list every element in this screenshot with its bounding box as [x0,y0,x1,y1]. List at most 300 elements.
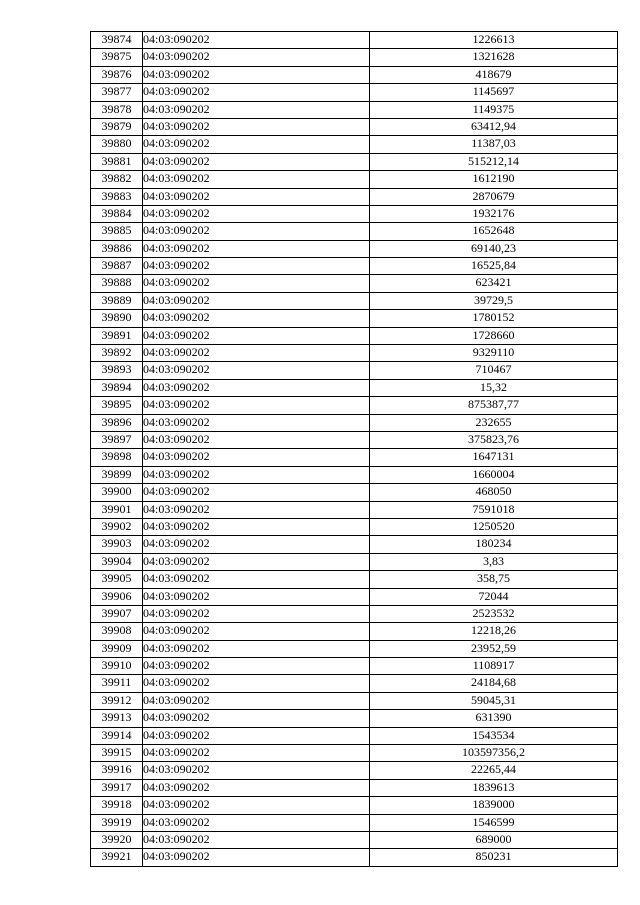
row-value-text: 16525,84 [471,258,516,273]
row-value-cell [370,345,618,362]
row-value-text: 1145697 [472,84,515,99]
table-row [91,32,618,49]
row-value-cell [370,32,618,49]
row-value-text: 1932176 [472,205,515,220]
row-id-cell [91,605,143,622]
row-value-cell [370,258,618,275]
table-row [91,762,618,779]
row-value-cell [370,501,618,518]
row-value-cell [370,710,618,727]
row-id-text: 39880 [101,136,132,151]
row-id-cell [91,153,143,170]
row-code-cell [143,588,370,605]
row-id-cell [91,327,143,344]
row-id-cell [91,536,143,553]
row-value-text: 1108917 [472,658,515,673]
row-value-cell [370,223,618,240]
row-value-cell [370,849,618,866]
row-value-cell [370,675,618,692]
row-id-cell [91,710,143,727]
row-id-cell [91,692,143,709]
row-value-text: 1839000 [472,797,515,812]
table-row [91,292,618,309]
table-row [91,205,618,222]
row-id-cell [91,362,143,379]
row-id-text: 39914 [101,727,132,742]
row-id-cell [91,518,143,535]
row-id-cell [91,188,143,205]
row-id-cell [91,379,143,396]
row-id-text: 39905 [101,571,132,586]
row-value-cell [370,275,618,292]
row-value-text: 7591018 [472,501,515,516]
row-id-text: 39891 [101,327,132,342]
row-id-text: 39899 [101,466,132,481]
row-code-cell [143,397,370,414]
row-value-cell [370,362,618,379]
table-row [91,797,618,814]
row-value-cell [370,449,618,466]
row-id-text: 39894 [101,379,132,394]
table-row [91,501,618,518]
row-value-text: 1660004 [472,466,515,481]
row-value-text: 24184,68 [471,675,516,690]
row-value-cell [370,745,618,762]
row-id-cell [91,397,143,414]
row-id-text: 39893 [101,362,132,377]
table-row [91,397,618,414]
row-value-cell [370,466,618,483]
table-row [91,49,618,66]
row-id-text: 39892 [101,345,132,360]
row-value-cell [370,484,618,501]
row-value-cell [370,66,618,83]
row-id-cell [91,640,143,657]
table-row [91,101,618,118]
table-row [91,518,618,535]
row-value-text: 232655 [475,414,512,429]
row-id-text: 39884 [101,205,132,220]
row-code-cell [143,814,370,831]
row-id-text: 39877 [101,84,132,99]
row-value-cell [370,414,618,431]
row-code-cell [143,692,370,709]
row-value-text: 9329110 [472,345,515,360]
row-value-text: 15,32 [480,379,507,394]
data-table [90,31,618,867]
row-id-cell [91,101,143,118]
row-id-text: 39920 [101,831,132,846]
row-value-text: 103597356,2 [462,745,525,760]
row-value-text: 468050 [475,484,512,499]
row-id-text: 39883 [101,188,132,203]
row-value-cell [370,171,618,188]
row-code-text: 04:03:090202 [143,640,210,655]
table-row [91,588,618,605]
row-code-cell [143,501,370,518]
table-row [91,84,618,101]
row-id-text: 39904 [101,553,132,568]
row-code-cell [143,362,370,379]
row-id-text: 39885 [101,223,132,238]
row-code-cell [143,658,370,675]
row-code-text: 04:03:090202 [143,849,210,864]
row-id-text: 39913 [101,710,132,725]
row-value-text: 358,75 [477,571,510,586]
table-row [91,258,618,275]
row-code-text: 04:03:090202 [143,553,210,568]
row-id-cell [91,779,143,796]
row-value-cell [370,136,618,153]
row-code-cell [143,449,370,466]
row-code-text: 04:03:090202 [143,118,210,133]
row-id-text: 39890 [101,310,132,325]
table-row [91,814,618,831]
row-id-text: 39896 [101,414,132,429]
row-value-text: 631390 [475,710,512,725]
row-value-text: 1250520 [472,518,515,533]
row-code-text: 04:03:090202 [143,536,210,551]
row-code-cell [143,188,370,205]
row-id-cell [91,49,143,66]
row-id-cell [91,223,143,240]
row-code-cell [143,205,370,222]
row-id-cell [91,623,143,640]
row-value-cell [370,431,618,448]
table-row [91,310,618,327]
row-value-text: 1321628 [472,49,515,64]
row-id-text: 39879 [101,118,132,133]
row-code-cell [143,240,370,257]
row-id-cell [91,675,143,692]
row-value-text: 1780152 [472,310,515,325]
row-code-cell [143,101,370,118]
row-code-cell [143,414,370,431]
row-code-text: 04:03:090202 [143,49,210,64]
table-row [91,171,618,188]
row-value-cell [370,518,618,535]
row-code-text: 04:03:090202 [143,84,210,99]
row-code-text: 04:03:090202 [143,623,210,638]
row-id-cell [91,171,143,188]
row-code-text: 04:03:090202 [143,814,210,829]
row-code-text: 04:03:090202 [143,275,210,290]
row-value-cell [370,292,618,309]
row-value-text: 1546599 [472,814,515,829]
row-code-cell [143,710,370,727]
row-value-cell [370,553,618,570]
row-id-cell [91,32,143,49]
row-value-cell [370,327,618,344]
row-code-cell [143,466,370,483]
row-code-text: 04:03:090202 [143,362,210,377]
table-row [91,675,618,692]
table-row [91,779,618,796]
row-code-text: 04:03:090202 [143,101,210,116]
row-id-cell [91,466,143,483]
row-value-cell [370,640,618,657]
table-row [91,240,618,257]
row-code-cell [143,571,370,588]
row-code-cell [143,118,370,135]
table-row [91,153,618,170]
row-id-cell [91,501,143,518]
row-id-cell [91,745,143,762]
table-row [91,553,618,570]
row-code-text: 04:03:090202 [143,66,210,81]
row-code-cell [143,762,370,779]
row-code-text: 04:03:090202 [143,327,210,342]
row-id-cell [91,240,143,257]
row-value-cell [370,571,618,588]
row-code-text: 04:03:090202 [143,258,210,273]
table-row [91,466,618,483]
row-code-text: 04:03:090202 [143,779,210,794]
row-value-cell [370,605,618,622]
table-row [91,275,618,292]
row-id-cell [91,431,143,448]
row-value-text: 418679 [475,66,512,81]
row-id-text: 39921 [101,849,132,864]
row-value-text: 875387,77 [468,397,519,412]
row-value-cell [370,692,618,709]
row-code-cell [143,258,370,275]
row-code-text: 04:03:090202 [143,831,210,846]
row-code-text: 04:03:090202 [143,745,210,760]
row-code-text: 04:03:090202 [143,518,210,533]
table-row [91,449,618,466]
row-code-cell [143,310,370,327]
row-code-text: 04:03:090202 [143,466,210,481]
row-id-text: 39898 [101,449,132,464]
row-id-text: 39919 [101,814,132,829]
row-code-text: 04:03:090202 [143,675,210,690]
row-code-cell [143,153,370,170]
row-value-cell [370,397,618,414]
table-row [91,727,618,744]
row-id-cell [91,849,143,866]
table-row [91,745,618,762]
row-value-text: 2870679 [472,188,515,203]
row-code-cell [143,640,370,657]
row-value-text: 1839613 [472,779,515,794]
row-id-text: 39882 [101,171,132,186]
row-id-cell [91,553,143,570]
row-value-cell [370,762,618,779]
table-row [91,605,618,622]
table-row [91,431,618,448]
row-code-text: 04:03:090202 [143,240,210,255]
row-code-text: 04:03:090202 [143,310,210,325]
row-code-text: 04:03:090202 [143,171,210,186]
row-code-text: 04:03:090202 [143,292,210,307]
table-row [91,536,618,553]
row-value-cell [370,814,618,831]
row-code-cell [143,49,370,66]
row-id-text: 39901 [101,501,132,516]
row-value-text: 710467 [475,362,512,377]
row-id-text: 39918 [101,797,132,812]
row-code-cell [143,84,370,101]
row-code-text: 04:03:090202 [143,692,210,707]
row-value-text: 1149375 [472,101,515,116]
row-code-cell [143,484,370,501]
row-value-text: 3,83 [483,553,504,568]
table-row [91,571,618,588]
row-code-cell [143,292,370,309]
row-code-text: 04:03:090202 [143,153,210,168]
row-id-text: 39912 [101,692,132,707]
row-code-cell [143,275,370,292]
row-id-text: 39874 [101,32,132,46]
row-code-cell [143,345,370,362]
row-code-text: 04:03:090202 [143,414,210,429]
table-row [91,640,618,657]
row-value-text: 180234 [475,536,512,551]
table-row [91,710,618,727]
row-code-text: 04:03:090202 [143,449,210,464]
row-id-text: 39902 [101,518,132,533]
row-id-text: 39876 [101,66,132,81]
row-id-text: 39903 [101,536,132,551]
row-id-text: 39907 [101,605,132,620]
row-code-cell [143,849,370,866]
row-value-cell [370,658,618,675]
row-code-cell [143,171,370,188]
row-id-text: 39910 [101,658,132,673]
row-id-text: 39906 [101,588,132,603]
row-code-text: 04:03:090202 [143,431,210,446]
row-id-cell [91,205,143,222]
table-row [91,484,618,501]
table-row [91,849,618,866]
row-code-text: 04:03:090202 [143,501,210,516]
row-id-text: 39888 [101,275,132,290]
row-id-cell [91,345,143,362]
row-id-text: 39889 [101,292,132,307]
table-row [91,658,618,675]
row-id-cell [91,66,143,83]
row-value-text: 1612190 [472,171,515,186]
row-id-cell [91,258,143,275]
row-value-text: 375823,76 [468,431,519,446]
table-row [91,118,618,135]
row-value-cell [370,379,618,396]
row-id-cell [91,275,143,292]
table-body [91,32,618,867]
table-row [91,379,618,396]
table-row [91,223,618,240]
row-id-text: 39895 [101,397,132,412]
row-id-cell [91,310,143,327]
table-row [91,327,618,344]
row-code-cell [143,379,370,396]
row-value-cell [370,831,618,848]
row-code-text: 04:03:090202 [143,345,210,360]
row-code-cell [143,727,370,744]
row-id-cell [91,831,143,848]
row-value-cell [370,205,618,222]
row-value-text: 1226613 [472,32,515,46]
row-id-text: 39897 [101,431,132,446]
row-value-text: 850231 [475,849,512,864]
table-row [91,623,618,640]
row-code-cell [143,223,370,240]
row-id-text: 39915 [101,745,132,760]
row-id-cell [91,727,143,744]
row-value-text: 72044 [478,588,509,603]
row-value-text: 1647131 [472,449,515,464]
table-row [91,188,618,205]
row-value-text: 11387,03 [471,136,516,151]
row-value-cell [370,623,618,640]
row-value-cell [370,727,618,744]
row-id-text: 39875 [101,49,132,64]
row-value-cell [370,779,618,796]
row-value-cell [370,188,618,205]
row-id-text: 39908 [101,623,132,638]
table-row [91,136,618,153]
row-code-text: 04:03:090202 [143,136,210,151]
row-code-cell [143,518,370,535]
row-code-cell [143,797,370,814]
row-code-text: 04:03:090202 [143,658,210,673]
row-id-text: 39886 [101,240,132,255]
row-code-text: 04:03:090202 [143,605,210,620]
row-value-cell [370,84,618,101]
table-row [91,414,618,431]
row-value-text: 69140,23 [471,240,516,255]
row-code-text: 04:03:090202 [143,571,210,586]
row-value-text: 689000 [475,831,512,846]
row-code-text: 04:03:090202 [143,379,210,394]
row-code-cell [143,831,370,848]
row-value-text: 623421 [475,275,512,290]
row-id-cell [91,292,143,309]
row-id-cell [91,814,143,831]
row-code-cell [143,553,370,570]
row-id-text: 39878 [101,101,132,116]
row-value-text: 23952,59 [471,640,516,655]
row-code-text: 04:03:090202 [143,484,210,499]
row-code-cell [143,605,370,622]
row-id-text: 39887 [101,258,132,273]
row-code-cell [143,623,370,640]
row-code-text: 04:03:090202 [143,223,210,238]
table-row [91,692,618,709]
row-id-cell [91,588,143,605]
table-row [91,66,618,83]
row-id-text: 39917 [101,779,132,794]
row-id-cell [91,414,143,431]
row-code-cell [143,675,370,692]
table-row [91,831,618,848]
row-code-cell [143,32,370,49]
row-value-text: 63412,94 [471,118,516,133]
row-id-text: 39916 [101,762,132,777]
table-row [91,362,618,379]
row-id-cell [91,84,143,101]
row-code-cell [143,136,370,153]
row-code-text: 04:03:090202 [143,188,210,203]
row-id-cell [91,797,143,814]
row-id-cell [91,136,143,153]
row-code-cell [143,745,370,762]
row-id-cell [91,762,143,779]
row-value-cell [370,49,618,66]
row-value-cell [370,153,618,170]
row-code-text: 04:03:090202 [143,727,210,742]
